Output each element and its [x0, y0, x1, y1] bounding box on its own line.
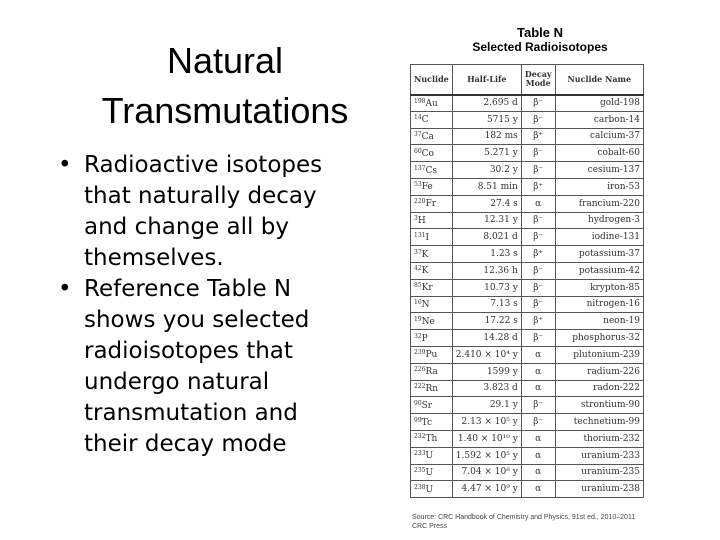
half-life-cell: 27.4 s	[452, 195, 521, 212]
half-life-cell: 2.410 × 10⁴ y	[452, 346, 521, 363]
mass-number: 19	[414, 315, 422, 323]
mass-number: 226	[414, 366, 426, 374]
header-decay-mode: Decay Mode	[521, 65, 555, 95]
nuclide-name-cell: calcium-37	[555, 128, 643, 145]
table-row	[411, 464, 644, 481]
half-life-cell: 12.36 h	[452, 262, 521, 279]
nuclide-name-cell: neon-19	[555, 313, 643, 330]
half-life-cell: 1.40 × 10¹⁰ y	[452, 430, 521, 447]
table-row	[411, 95, 644, 112]
decay-mode-cell: α	[521, 380, 555, 397]
nuclide-name-cell: radium-226	[555, 363, 643, 380]
mass-number: 222	[414, 382, 426, 390]
element-symbol: Fe	[421, 182, 433, 193]
nuclide-cell	[411, 279, 453, 296]
table-row	[411, 313, 644, 330]
nuclide-name-cell: phosphorus-32	[555, 330, 643, 347]
nuclide-name-cell: uranium-238	[555, 481, 643, 498]
decay-mode-cell: β⁻	[521, 397, 555, 414]
table-row	[411, 330, 644, 347]
nuclide-cell	[411, 111, 453, 128]
source-line: CRC Press	[412, 523, 448, 530]
element-symbol: U	[425, 484, 434, 495]
mass-number: 99	[414, 416, 422, 424]
mass-number: 16	[414, 298, 422, 306]
decay-mode-cell: α	[521, 430, 555, 447]
half-life-cell: 182 ms	[452, 128, 521, 145]
nuclide-name-cell: uranium-233	[555, 447, 643, 464]
nuclide-cell	[411, 397, 453, 414]
half-life-cell: 7.13 s	[452, 296, 521, 313]
mass-number: 3	[414, 214, 418, 222]
table-row	[411, 430, 644, 447]
nuclide-cell	[411, 229, 453, 246]
bullet-list	[58, 150, 358, 460]
table-subtitle: Selected Radioisotopes	[472, 40, 608, 54]
mass-number: 238	[414, 483, 426, 491]
decay-mode-cell: β⁻	[521, 414, 555, 431]
mass-number: 37	[414, 248, 422, 256]
slide-title-line-2: Transmutations	[101, 90, 349, 131]
nuclide-cell	[411, 296, 453, 313]
table-row	[411, 279, 644, 296]
nuclide-cell	[411, 464, 453, 481]
half-life-cell: 30.2 y	[452, 162, 521, 179]
nuclide-name-cell: thorium-232	[555, 430, 643, 447]
element-symbol: Fr	[425, 199, 436, 210]
nuclide-cell	[411, 481, 453, 498]
table-row	[411, 128, 644, 145]
decay-mode-cell: β⁻	[521, 229, 555, 246]
decay-mode-cell: α	[521, 447, 555, 464]
table-row	[411, 162, 644, 179]
table-body	[411, 95, 644, 498]
nuclide-cell	[411, 212, 453, 229]
nuclide-cell	[411, 363, 453, 380]
element-symbol: P	[421, 333, 428, 344]
element-symbol: K	[421, 266, 429, 277]
mass-number: 90	[414, 399, 422, 407]
nuclide-name-cell: strontium-90	[555, 397, 643, 414]
table-row	[411, 145, 644, 162]
half-life-cell: 2.695 d	[452, 95, 521, 112]
bullet-item: • Reference Table N shows you selected radioisotopes that undergo natural transmutation and their decay mode	[58, 274, 358, 460]
half-life-cell: 5715 y	[452, 111, 521, 128]
table-row	[411, 111, 644, 128]
element-symbol: H	[417, 215, 426, 226]
table-row	[411, 262, 644, 279]
table-source	[412, 513, 652, 531]
mass-number: 60	[414, 147, 422, 155]
element-symbol: Pu	[425, 350, 438, 361]
decay-mode-cell: β⁻	[521, 262, 555, 279]
decay-mode-cell: β⁺	[521, 178, 555, 195]
element-symbol: K	[421, 249, 429, 260]
table-row	[411, 380, 644, 397]
nuclide-name-cell: krypton-85	[555, 279, 643, 296]
decay-mode-cell: β⁻	[521, 111, 555, 128]
nuclide-cell	[411, 262, 453, 279]
nuclide-cell	[411, 313, 453, 330]
mass-number: 137	[414, 164, 426, 172]
element-symbol: N	[421, 299, 430, 310]
decay-mode-cell: β⁺	[521, 128, 555, 145]
decay-mode-cell: β⁺	[521, 246, 555, 263]
decay-mode-cell: β⁺	[521, 313, 555, 330]
mass-number: 14	[414, 114, 422, 122]
table-row	[411, 229, 644, 246]
slide-title	[70, 36, 380, 136]
half-life-cell: 8.51 min	[452, 178, 521, 195]
element-symbol: U	[425, 467, 434, 478]
table-row	[411, 447, 644, 464]
decay-mode-cell: β⁻	[521, 95, 555, 112]
mass-number: 235	[414, 466, 426, 474]
half-life-cell: 14.28 d	[452, 330, 521, 347]
nuclide-name-cell: radon-222	[555, 380, 643, 397]
mass-number: 85	[414, 282, 422, 290]
nuclide-name-cell: plutonium-239	[555, 346, 643, 363]
element-symbol: Ra	[425, 367, 438, 378]
table-row	[411, 414, 644, 431]
table-title: Table N	[517, 25, 563, 40]
half-life-cell: 1.23 s	[452, 246, 521, 263]
element-symbol: C	[421, 115, 429, 126]
nuclide-name-cell: carbon-14	[555, 111, 643, 128]
header-nuclide-name: Nuclide Name	[555, 65, 643, 95]
table-row	[411, 296, 644, 313]
table-row	[411, 246, 644, 263]
decay-mode-cell: α	[521, 464, 555, 481]
half-life-cell: 17.22 s	[452, 313, 521, 330]
mass-number: 32	[414, 332, 422, 340]
half-life-cell: 3.823 d	[452, 380, 521, 397]
nuclide-cell	[411, 162, 453, 179]
nuclide-cell	[411, 447, 453, 464]
decay-mode-cell: β⁻	[521, 330, 555, 347]
nuclide-cell	[411, 330, 453, 347]
nuclide-name-cell: gold-198	[555, 95, 643, 112]
mass-number: 198	[414, 97, 426, 105]
table-row	[411, 481, 644, 498]
nuclide-name-cell: nitrogen-16	[555, 296, 643, 313]
element-symbol: I	[425, 232, 430, 243]
half-life-cell: 10.73 y	[452, 279, 521, 296]
mass-number: 53	[414, 181, 422, 189]
table-row	[411, 212, 644, 229]
table-row	[411, 178, 644, 195]
slide-title-line-1: Natural	[166, 40, 284, 81]
element-symbol: Cs	[425, 165, 437, 176]
nuclide-name-cell: uranium-235	[555, 464, 643, 481]
decay-mode-cell: β⁻	[521, 162, 555, 179]
element-symbol: Th	[425, 434, 438, 445]
element-symbol: U	[425, 451, 434, 462]
mass-number: 233	[414, 450, 426, 458]
mass-number: 42	[414, 265, 422, 273]
nuclide-cell	[411, 380, 453, 397]
decay-mode-cell: α	[521, 195, 555, 212]
source-line: Source: CRC Handbook of Chemistry and Physics, 91st ed., 2010–2011	[412, 514, 636, 521]
nuclide-cell	[411, 346, 453, 363]
half-life-cell: 1.592 × 10⁵ y	[452, 447, 521, 464]
table-row	[411, 195, 644, 212]
nuclide-cell	[411, 195, 453, 212]
nuclide-name-cell: iodine-131	[555, 229, 643, 246]
table-row	[411, 397, 644, 414]
half-life-cell: 2.13 × 10⁵ y	[452, 414, 521, 431]
decay-mode-cell: β⁻	[521, 279, 555, 296]
radioisotopes-table	[410, 64, 644, 498]
decay-mode-cell: α	[521, 363, 555, 380]
nuclide-cell	[411, 178, 453, 195]
table-row	[411, 346, 644, 363]
element-symbol: Tc	[421, 417, 432, 428]
decay-mode-cell: β⁻	[521, 145, 555, 162]
table-header-row	[411, 65, 644, 95]
half-life-cell: 29.1 y	[452, 397, 521, 414]
decay-mode-cell: α	[521, 346, 555, 363]
half-life-cell: 7.04 × 10⁸ y	[452, 464, 521, 481]
half-life-cell: 8.021 d	[452, 229, 521, 246]
nuclide-name-cell: potassium-42	[555, 262, 643, 279]
nuclide-name-cell: francium-220	[555, 195, 643, 212]
element-symbol: Ca	[421, 131, 434, 142]
element-symbol: Co	[421, 148, 434, 159]
header-half-life: Half-Life	[452, 65, 521, 95]
half-life-cell: 12.31 y	[452, 212, 521, 229]
decay-mode-cell: α	[521, 481, 555, 498]
element-symbol: Ne	[421, 316, 435, 327]
element-symbol: Rn	[425, 383, 439, 394]
nuclide-cell	[411, 414, 453, 431]
table-heading	[440, 26, 640, 54]
half-life-cell: 1599 y	[452, 363, 521, 380]
decay-mode-cell: β⁻	[521, 296, 555, 313]
mass-number: 131	[414, 231, 426, 239]
nuclide-name-cell: cesium-137	[555, 162, 643, 179]
half-life-cell: 5.271 y	[452, 145, 521, 162]
nuclide-cell	[411, 128, 453, 145]
element-symbol: Sr	[421, 400, 433, 411]
nuclide-name-cell: iron-53	[555, 178, 643, 195]
mass-number: 232	[414, 433, 426, 441]
nuclide-cell	[411, 430, 453, 447]
element-symbol: Au	[425, 98, 438, 109]
half-life-cell: 4.47 × 10⁹ y	[452, 481, 521, 498]
bullet-item: • Radioactive isotopes that naturally decay and change all by themselves.	[58, 150, 358, 274]
nuclide-name-cell: hydrogen-3	[555, 212, 643, 229]
nuclide-cell	[411, 145, 453, 162]
mass-number: 37	[414, 130, 422, 138]
nuclide-cell	[411, 95, 453, 112]
header-nuclide: Nuclide	[411, 65, 453, 95]
nuclide-name-cell: cobalt-60	[555, 145, 643, 162]
mass-number: 239	[414, 349, 426, 357]
mass-number: 220	[414, 198, 426, 206]
nuclide-name-cell: technetium-99	[555, 414, 643, 431]
decay-mode-cell: β⁻	[521, 212, 555, 229]
table-row	[411, 363, 644, 380]
nuclide-name-cell: potassium-37	[555, 246, 643, 263]
element-symbol: Kr	[421, 283, 433, 294]
nuclide-cell	[411, 246, 453, 263]
